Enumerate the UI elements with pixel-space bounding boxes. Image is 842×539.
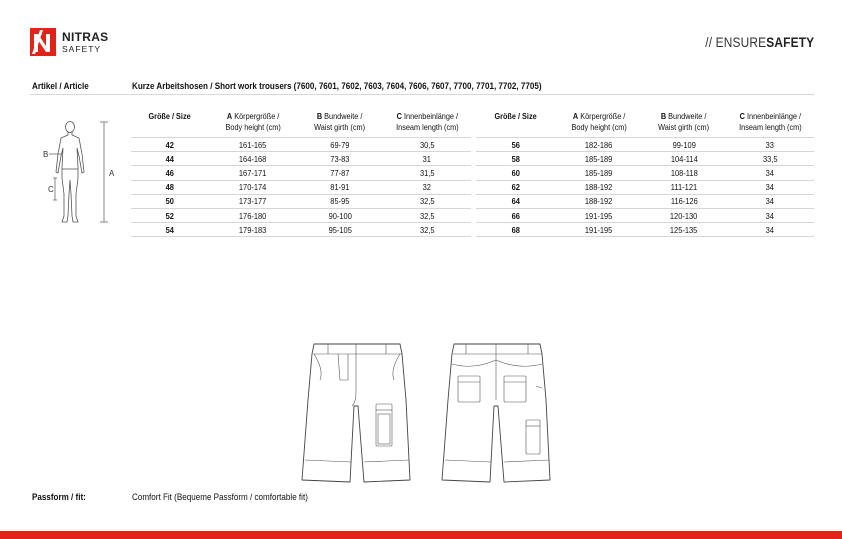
shorts-front-illustration <box>298 340 416 486</box>
table-row: 62 188-192 111-121 34 <box>476 180 814 194</box>
tagline-bold: SAFETY <box>766 34 814 50</box>
table-row: 56 182-186 99-109 33 <box>476 138 814 152</box>
table-row: 58 185-189 104-114 33,5 <box>476 152 814 166</box>
table-row: 64 188-192 116-126 34 <box>476 194 814 208</box>
brand-sub: SAFETY <box>62 44 102 54</box>
table-row: 46 167-171 77-87 31,5 <box>131 166 471 180</box>
article-label: Artikel / Article <box>32 81 89 92</box>
footer-brand-bar <box>0 531 842 539</box>
nitras-logo <box>30 28 110 58</box>
brand-name: NITRAS <box>62 30 109 44</box>
fit-value: Comfort Fit (Bequeme Passform / comfortable fit) <box>132 492 308 503</box>
article-value: Kurze Arbeitshosen / Short work trousers (7600, 7601, 7602, 7603, 7604, 7606, 7607, 7700, 7701, 7702, 7705) <box>132 81 542 92</box>
table-row: 52 176-180 90-100 32,5 <box>131 208 471 222</box>
table-row: 54 179-183 95-105 32,5 <box>131 223 471 237</box>
col-header-c: C Innenbeinlänge / Inseam length (cm) <box>738 111 802 132</box>
table-row: 48 170-174 81-91 32 <box>131 180 471 194</box>
table-row: 42 161-165 69-79 30,5 <box>131 138 471 152</box>
size-table-right <box>476 111 814 237</box>
col-header-size: Größe / Size <box>148 111 192 121</box>
col-header-b: B Bundweite / Waist girth (cm) <box>314 111 366 132</box>
table-row: 50 173-177 85-95 32,5 <box>131 194 471 208</box>
tagline-prefix: // ENSURE <box>704 34 767 50</box>
table-row: 68 191-195 125-135 34 <box>476 223 814 237</box>
size-table-left <box>131 111 471 237</box>
divider <box>30 94 814 95</box>
table-row: 44 164-168 73-83 31 <box>131 152 471 166</box>
col-header-b: B Bundweite / Waist girth (cm) <box>658 111 710 132</box>
col-header-a: A Körpergröße / Body height (cm) <box>225 111 281 132</box>
figure-label-a: A <box>109 169 115 178</box>
shorts-back-illustration <box>438 340 556 486</box>
nitras-logo-mark-icon <box>30 28 56 56</box>
figure-label-c: C <box>48 185 54 194</box>
body-measurement-figure <box>40 118 128 230</box>
col-header-c: C Innenbeinlänge / Inseam length (cm) <box>395 111 459 132</box>
tagline <box>705 34 814 50</box>
table-row: 66 191-195 120-130 34 <box>476 208 814 222</box>
table-header-row <box>131 111 471 138</box>
figure-label-b: B <box>43 150 49 159</box>
fit-label: Passform / fit: <box>32 492 86 503</box>
table-row: 60 185-189 108-118 34 <box>476 166 814 180</box>
col-header-size: Größe / Size <box>494 111 538 121</box>
table-header-row <box>476 111 814 138</box>
col-header-a: A Körpergröße / Body height (cm) <box>571 111 627 132</box>
